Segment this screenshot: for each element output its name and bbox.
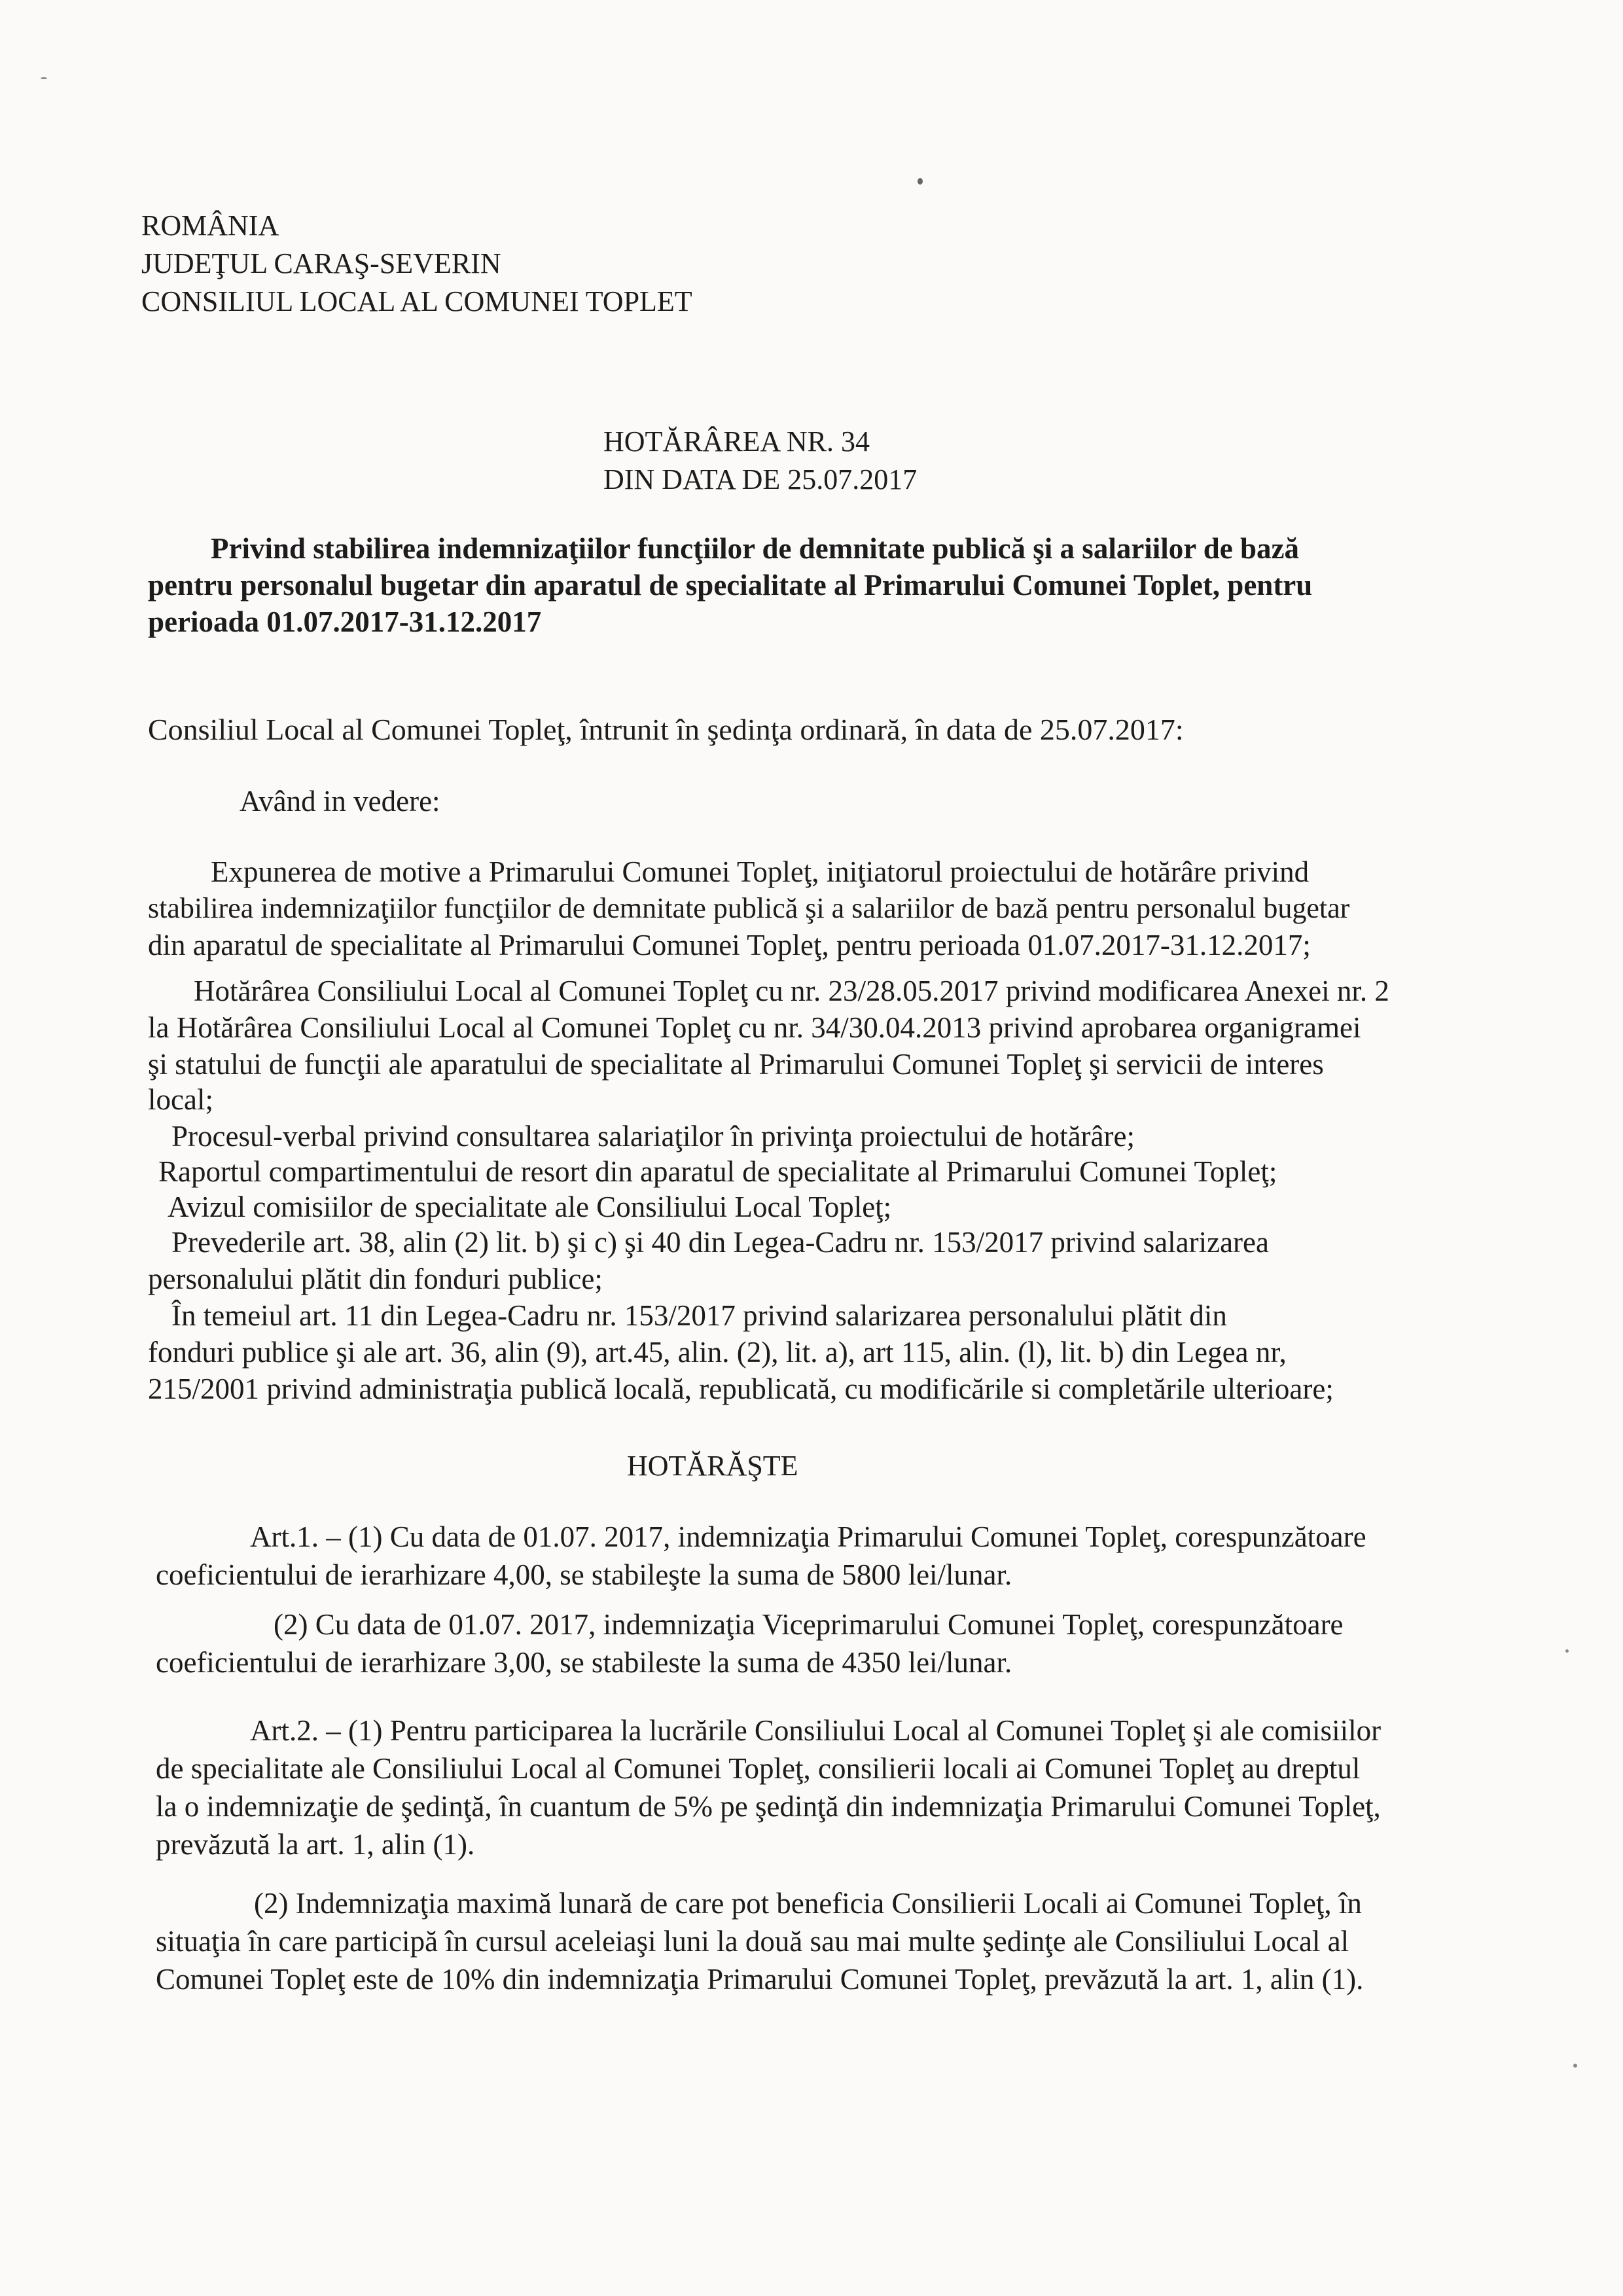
consideration-line: fonduri publice şi ale art. 36, alin (9), art.45, alin. (2), lit. a), art 115, alin. (l), lit. b) din Legea nr, xyxy=(148,1336,1287,1369)
article-2-line: de specialitate ale Consiliului Local al Comunei Topleţ, consilierii locali ai Comunei Topleţ au dreptul xyxy=(156,1752,1361,1785)
decision-number: HOTĂRÂREA NR. 34 xyxy=(603,425,870,457)
intro-paragraph: Consiliul Local al Comunei Topleţ, întrunit în şedinţa ordinară, în data de 25.07.2017: xyxy=(148,713,1184,746)
consideration-line: Raportul compartimentului de resort din aparatul de specialitate al Primarului Comunei Topleţ; xyxy=(158,1155,1277,1188)
consideration-line: Avizul comisiilor de specialitate ale Consiliului Local Topleţ; xyxy=(168,1191,892,1223)
header-council: CONSILIUL LOCAL AL COMUNEI TOPLET xyxy=(141,285,692,317)
decides-heading: HOTĂRĂŞTE xyxy=(627,1450,798,1482)
consideration-line: local; xyxy=(148,1083,213,1116)
article-2-line: prevăzută la art. 1, alin (1). xyxy=(156,1828,475,1861)
article-1-line: coeficientului de ierarhizare 4,00, se stabileşte la suma de 5800 lei/lunar. xyxy=(156,1558,1012,1591)
scan-speck xyxy=(918,178,923,185)
scan-speck xyxy=(1573,2064,1577,2068)
consideration-line: În temeiul art. 11 din Legea-Cadru nr. 153/2017 privind salarizarea personalului plătit din xyxy=(171,1299,1227,1332)
decision-date: DIN DATA DE 25.07.2017 xyxy=(603,463,918,495)
consideration-line: din aparatul de specialitate al Primarului Comunei Topleţ, pentru perioada 01.07.2017-31.12.2017; xyxy=(148,929,1311,961)
consideration-line: personalului plătit din fonduri publice; xyxy=(148,1263,603,1295)
decision-subject-line: pentru personalul bugetar din aparatul de specialitate al Primarului Comunei Toplet, pentru xyxy=(148,569,1313,601)
article-1-line: coeficientului de ierarhizare 3,00, se stabileste la suma de 4350 lei/lunar. xyxy=(156,1646,1012,1679)
decision-subject-line: perioada 01.07.2017-31.12.2017 xyxy=(148,605,542,638)
consideration-line: Hotărârea Consiliului Local al Comunei Topleţ cu nr. 23/28.05.2017 privind modificarea Anexei nr. 2 xyxy=(194,975,1389,1007)
article-2-line: Comunei Topleţ este de 10% din indemnizaţia Primarului Comunei Topleţ, prevăzută la art. 1, alin (1). xyxy=(156,1963,1364,1996)
scan-speck xyxy=(1565,1649,1569,1653)
consideration-line: Expunerea de motive a Primarului Comunei Topleţ, iniţiatorul proiectului de hotărâre privind xyxy=(211,855,1310,888)
article-2-line: (2) Indemnizaţia maximă lunară de care pot beneficia Consilierii Locali ai Comunei Topleţ, în xyxy=(254,1887,1362,1920)
article-2-line: Art.2. – (1) Pentru participarea la lucrările Consiliului Local al Comunei Topleţ şi ale comisiilor xyxy=(250,1714,1382,1747)
scan-speck xyxy=(41,77,47,79)
header-country: ROMÂNIA xyxy=(141,209,279,242)
consideration-line: şi statului de funcţii ale aparatului de specialitate al Primarului Comunei Topleţ şi servicii de interes xyxy=(148,1048,1324,1081)
article-1-line: Art.1. – (1) Cu data de 01.07. 2017, indemnizaţia Primarului Comunei Topleţ, corespunzătoare xyxy=(250,1520,1366,1553)
considering-label: Având in vedere: xyxy=(240,785,440,817)
consideration-line: Procesul-verbal privind consultarea salariaţilor în privinţa proiectului de hotărâre; xyxy=(171,1120,1135,1153)
article-1-line: (2) Cu data de 01.07. 2017, indemnizaţia Viceprimarului Comunei Topleţ, corespunzătoare xyxy=(274,1608,1344,1641)
article-2-line: situaţia în care participă în cursul aceleiaşi luni la două sau mai multe şedinţe ale Consiliului Local al xyxy=(156,1925,1349,1958)
consideration-line: la Hotărârea Consiliului Local al Comunei Topleţ cu nr. 34/30.04.2013 privind aprobarea organigramei xyxy=(148,1011,1361,1044)
consideration-line: Prevederile art. 38, alin (2) lit. b) şi c) şi 40 din Legea-Cadru nr. 153/2017 privind salarizarea xyxy=(171,1226,1269,1259)
consideration-line: stabilirea indemnizaţiilor funcţiilor de demnitate publică şi a salariilor de bază pentru personalul bugetar xyxy=(148,892,1350,924)
header-county: JUDEŢUL CARAŞ-SEVERIN xyxy=(141,247,501,279)
consideration-line: 215/2001 privind administraţia publică locală, republicată, cu modificările si completările ulterioare; xyxy=(148,1372,1334,1405)
article-2-line: la o indemnizaţie de şedinţă, în cuantum de 5% pe şedinţă din indemnizaţia Primarului Comunei Topleţ, xyxy=(156,1790,1381,1823)
decision-subject-line: Privind stabilirea indemnizaţiilor funcţiilor de demnitate publică şi a salariilor de bază xyxy=(211,532,1299,565)
